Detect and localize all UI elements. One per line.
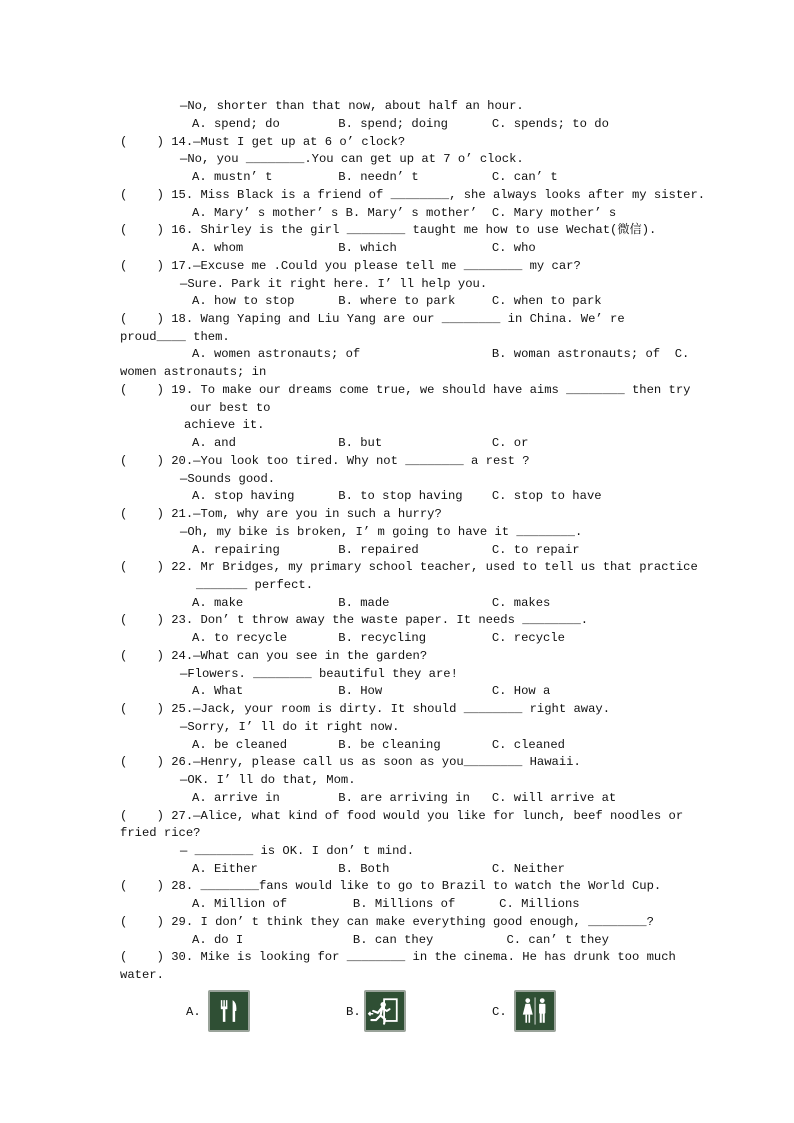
options-line: A. to recycle B. recycling C. recycle bbox=[192, 631, 565, 645]
options-line: A. stop having B. to stop having C. stop to have bbox=[192, 489, 602, 503]
text-line: —OK. I’ ll do that, Mom. bbox=[180, 773, 356, 787]
question-20: ( ) 20.—You look too tired. Why not ________ a rest ? bbox=[120, 454, 530, 468]
question-26: ( ) 26.—Henry, please call us as soon as you________ Hawaii. bbox=[120, 755, 581, 769]
text-line: —Sure. Park it right here. I’ ll help you. bbox=[180, 277, 488, 291]
option-b-label: B. bbox=[346, 1005, 361, 1019]
text-line: —No, you ________.You can get up at 7 o’ clock. bbox=[180, 152, 524, 166]
options-line: A. and B. but C. or bbox=[192, 436, 529, 450]
restaurant-sign-icon bbox=[208, 990, 250, 1032]
question-27: ( ) 27.—Alice, what kind of food would you like for lunch, beef noodles or bbox=[120, 809, 684, 823]
text-line: —Flowers. ________ beautiful they are! bbox=[180, 667, 458, 681]
options-line: A. how to stop B. where to park C. when to park bbox=[192, 294, 602, 308]
question-17: ( ) 17.—Excuse me .Could you please tell me ________ my car? bbox=[120, 259, 581, 273]
option-a-label: A. bbox=[186, 1005, 201, 1019]
question-29: ( ) 29. I don’ t think they can make everything good enough, ________? bbox=[120, 915, 654, 929]
options-line: A. arrive in B. are arriving in C. will arrive at bbox=[192, 791, 617, 805]
question-15: ( ) 15. Miss Black is a friend of ________, she always looks after my sister. bbox=[120, 188, 706, 202]
text-line: women astronauts; in bbox=[120, 365, 267, 379]
text-line: — ________ is OK. I don’ t mind. bbox=[180, 844, 415, 858]
question-25: ( ) 25.—Jack, your room is dirty. It should ________ right away. bbox=[120, 702, 611, 716]
emergency-exit-sign-icon bbox=[364, 990, 406, 1032]
text-line: —Sorry, I’ ll do it right now. bbox=[180, 720, 400, 734]
text-line: _______ perfect. bbox=[196, 578, 314, 592]
text-line: water. bbox=[120, 968, 164, 982]
options-line: A. repairing B. repaired C. to repair bbox=[192, 543, 580, 557]
question-18: ( ) 18. Wang Yaping and Liu Yang are our ________ in China. We’ re bbox=[120, 312, 625, 326]
text-line: our best to bbox=[190, 401, 271, 415]
question-14: ( ) 14.—Must I get up at 6 o’ clock? bbox=[120, 135, 406, 149]
text-line: fried rice? bbox=[120, 826, 201, 840]
options-line: A. What B. How C. How a bbox=[192, 684, 551, 698]
question-19: ( ) 19. To make our dreams come true, we should have aims ________ then try bbox=[120, 383, 691, 397]
question-24: ( ) 24.—What can you see in the garden? bbox=[120, 649, 428, 663]
question-16: ( ) 16. Shirley is the girl ________ taught me how to use Wechat(微信). bbox=[120, 223, 657, 237]
options-line: A. do I B. can they C. can’ t they bbox=[192, 933, 609, 947]
options-line: A. Either B. Both C. Neither bbox=[192, 862, 565, 876]
question-21: ( ) 21.—Tom, why are you in such a hurry? bbox=[120, 507, 442, 521]
options-line: A. be cleaned B. be cleaning C. cleaned bbox=[192, 738, 565, 752]
options-line: A. mustn’ t B. needn’ t C. can’ t bbox=[192, 170, 558, 184]
question-30: ( ) 30. Mike is looking for ________ in the cinema. He has drunk too much bbox=[120, 950, 676, 964]
options-line: A. women astronauts; of B. woman astronauts; of C. bbox=[192, 347, 690, 361]
options-line: A. whom B. which C. who bbox=[192, 241, 536, 255]
options-line: A. Mary’ s mother’ s B. Mary’ s mother’ C. Mary mother’ s bbox=[192, 206, 617, 220]
options-line: A. spend; do B. spend; doing C. spends; to do bbox=[192, 117, 609, 131]
option-c-label: C. bbox=[492, 1005, 507, 1019]
text-line: proud____ them. bbox=[120, 330, 230, 344]
text-line: —No, shorter than that now, about half an hour. bbox=[180, 99, 524, 113]
question-22: ( ) 22. Mr Bridges, my primary school teacher, used to tell us that practice bbox=[120, 560, 698, 574]
question-28: ( ) 28. ________fans would like to go to Brazil to watch the World Cup. bbox=[120, 879, 662, 893]
text-line: —Oh, my bike is broken, I’ m going to have it ________. bbox=[180, 525, 583, 539]
text-line: —Sounds good. bbox=[180, 472, 276, 486]
restroom-sign-icon bbox=[514, 990, 556, 1032]
question-23: ( ) 23. Don’ t throw away the waste paper. It needs ________. bbox=[120, 613, 589, 627]
options-line: A. Million of B. Millions of C. Millions bbox=[192, 897, 580, 911]
options-line: A. make B. made C. makes bbox=[192, 596, 551, 610]
text-line: achieve it. bbox=[184, 418, 265, 432]
